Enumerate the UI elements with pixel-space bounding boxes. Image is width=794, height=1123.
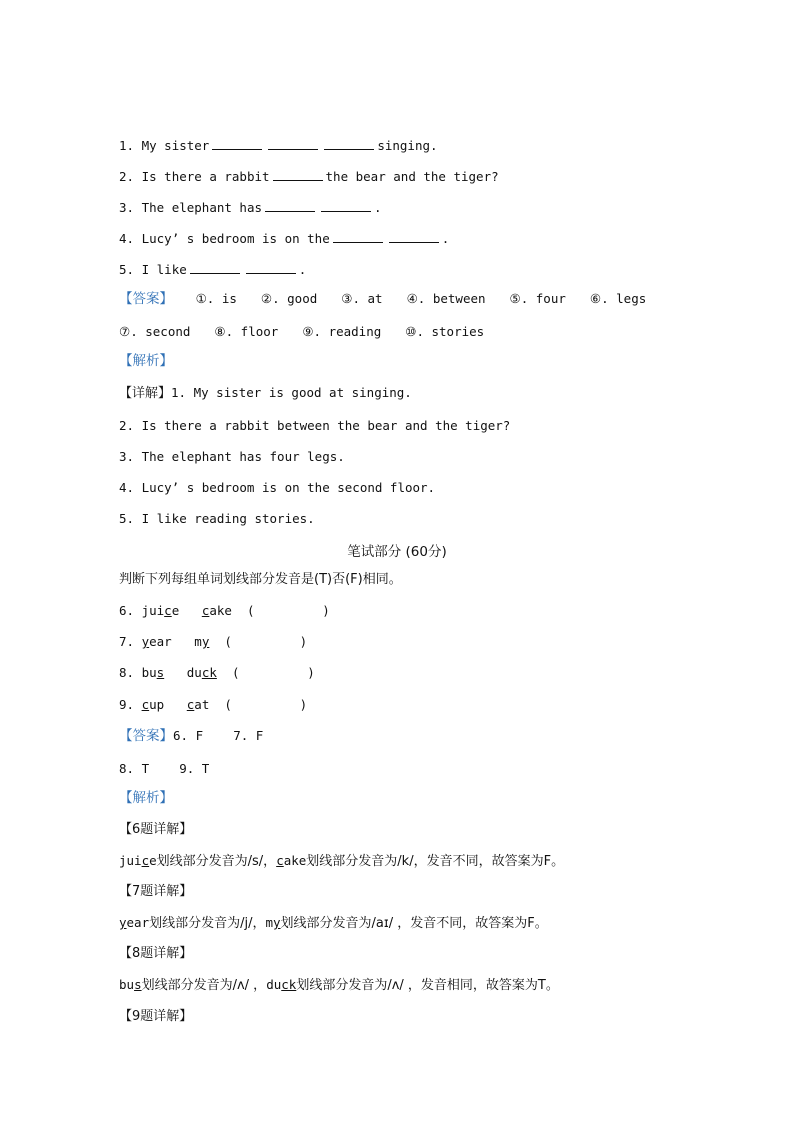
answer-row-1: 【答案】 ①. is ②. good ③. at ④. between ⑤. four ⑥. legs xyxy=(119,291,647,307)
q6-heading: 【6题详解】 xyxy=(119,822,193,837)
answer-tag: 【答案】 xyxy=(119,291,173,307)
phonics-8: 8. bus duck ( ) xyxy=(119,665,315,680)
detail-5: 5. I like reading stories. xyxy=(119,511,315,526)
q8-explanation: bus划线部分发音为/ʌ/ ，duck划线部分发音为/ʌ/ ，发音相同，故答案为T。 xyxy=(119,977,559,993)
detail-3: 3. The elephant has four legs. xyxy=(119,449,345,464)
q7-explanation: year划线部分发音为/j/，my划线部分发音为/aɪ/ ，发音不同，故答案为F。 xyxy=(119,915,548,931)
question-2: 2. Is there a rabbit the bear and the tiger? xyxy=(119,169,499,184)
question-5: 5. I like . xyxy=(119,262,307,277)
answer-row-b2: 8. T 9. T xyxy=(119,761,210,776)
question-3: 3. The elephant has . xyxy=(119,200,382,215)
phonics-9: 9. cup cat ( ) xyxy=(119,697,308,712)
detail-1: 【详解】1. My sister is good at singing. xyxy=(119,385,412,401)
section-title: 笔试部分 (60分) xyxy=(347,544,447,560)
question-1: 1. My sister singing. xyxy=(119,138,438,153)
analysis-tag: 【解析】 xyxy=(119,353,173,369)
question-4: 4. Lucy’ s bedroom is on the . xyxy=(119,231,450,246)
phonics-7: 7. year my ( ) xyxy=(119,634,308,649)
q6-explanation: juice划线部分发音为/s/，cake划线部分发音为/k/，发音不同，故答案为F。 xyxy=(119,853,565,869)
answer-row-b1: 【答案】6. F 7. F xyxy=(119,728,264,744)
instruction: 判断下列每组单词划线部分发音是(T)否(F)相同。 xyxy=(119,572,402,587)
q7-heading: 【7题详解】 xyxy=(119,884,193,899)
phonics-6: 6. juice cake ( ) xyxy=(119,603,330,618)
analysis-tag-2: 【解析】 xyxy=(119,790,173,806)
detail-2: 2. Is there a rabbit between the bear and the tiger? xyxy=(119,418,511,433)
answer-row-2: ⑦. second ⑧. floor ⑨. reading ⑩. stories xyxy=(119,324,485,339)
detail-4: 4. Lucy’ s bedroom is on the second floor. xyxy=(119,480,436,495)
q8-heading: 【8题详解】 xyxy=(119,946,193,961)
q9-heading: 【9题详解】 xyxy=(119,1009,193,1024)
